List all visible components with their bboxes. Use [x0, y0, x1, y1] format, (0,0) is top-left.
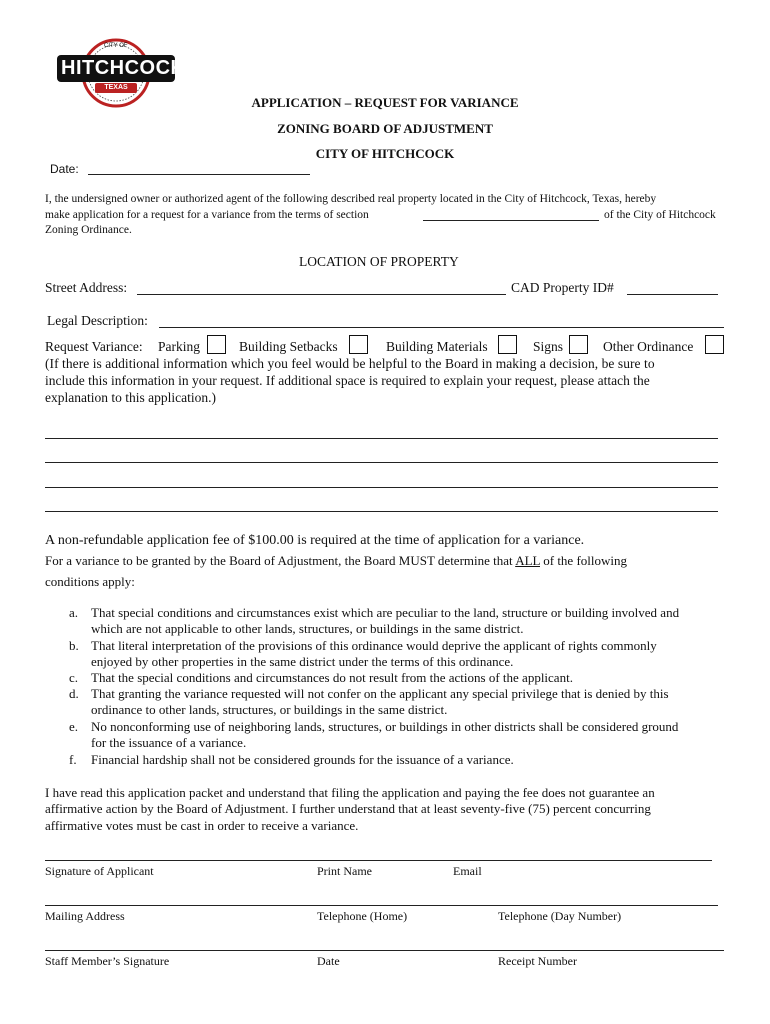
- signature-line-2[interactable]: [45, 905, 718, 906]
- condition-label: e.: [69, 719, 79, 734]
- condition-text: That the special conditions and circumstances do not result from the actions of the applicant.: [91, 670, 573, 685]
- explain-line-1: (If there is additional information which you feel would be helpful to the Board in making a decision, be sure to: [45, 356, 655, 371]
- email-label: Email: [453, 864, 482, 878]
- form-title: APPLICATION – REQUEST FOR VARIANCE: [251, 95, 519, 110]
- condition-label: b.: [69, 638, 79, 653]
- condition-text: enjoyed by other properties in the same district under the terms of this ordinance.: [91, 654, 514, 669]
- mailing-address-label: Mailing Address: [45, 909, 125, 923]
- city-title: CITY OF HITCHCOCK: [315, 146, 455, 161]
- logo-city-name: HITCHCOCK: [61, 57, 186, 79]
- board-title: ZONING BOARD OF ADJUSTMENT: [277, 121, 493, 136]
- explain-line-2: include this information in your request. If additional space is required to explain your request, please attach the: [45, 373, 650, 388]
- intro-line-2b: of the City of Hitchcock: [604, 209, 716, 221]
- building-materials-checkbox[interactable]: [498, 335, 517, 354]
- condition-text: That granting the variance requested will not confer on the applicant any special privilege that is denied by this: [91, 686, 669, 701]
- legal-description-label: Legal Description:: [47, 313, 148, 328]
- logo-top-text: CITY OF: [104, 43, 128, 49]
- condition-label: d.: [69, 686, 79, 701]
- option-materials-label: Building Materials: [386, 339, 488, 354]
- parking-checkbox[interactable]: [207, 335, 226, 354]
- acknowledgement-line-2: affirmative action by the Board of Adjustment. I further understand that at least seventy-five (75) percent concurring: [45, 801, 651, 816]
- explanation-field-line-4[interactable]: [45, 511, 718, 512]
- condition-e: [69, 719, 731, 751]
- intro-line-1: I, the undersigned owner or authorized agent of the following described real property located in the City of Hitchcock, Texas, hereby: [45, 193, 657, 205]
- explain-line-3: explanation to this application.): [45, 390, 216, 405]
- intro-line-2a: make application for a request for a variance from the terms of section: [45, 209, 369, 221]
- date-field[interactable]: [88, 174, 310, 175]
- street-address-field[interactable]: [137, 294, 506, 295]
- conditions-intro-all: ALL: [515, 553, 540, 568]
- signature-line-3[interactable]: [45, 950, 724, 951]
- receipt-number-label: Receipt Number: [498, 954, 577, 968]
- conditions-intro-part2: of the following: [539, 553, 627, 568]
- staff-signature-label: Staff Member’s Signature: [45, 954, 170, 968]
- fee-notice: A non-refundable application fee of $100.00 is required at the time of application for a variance.: [45, 533, 585, 548]
- date-label: Date:: [50, 162, 79, 176]
- building-setbacks-checkbox[interactable]: [349, 335, 368, 354]
- condition-d: [69, 686, 731, 718]
- acknowledgement-line-3: affirmative votes must be cast in order to receive a variance.: [45, 818, 359, 833]
- condition-label: a.: [69, 605, 79, 620]
- location-heading: LOCATION OF PROPERTY: [299, 254, 459, 269]
- street-address-label: Street Address:: [45, 280, 128, 295]
- logo-state: TEXAS: [104, 84, 128, 91]
- condition-text: No nonconforming use of neighboring lands, structures, or buildings in other districts shall be considered ground: [91, 719, 679, 734]
- cad-property-label: CAD Property ID#: [511, 280, 614, 295]
- conditions-intro: [45, 553, 627, 569]
- condition-text: ordinance to other lands, structures, or buildings in the same district.: [91, 702, 448, 717]
- conditions-intro-line2: conditions apply:: [45, 574, 135, 589]
- option-parking-label: Parking: [158, 339, 200, 354]
- signature-line-1[interactable]: [45, 860, 712, 861]
- legal-description-field[interactable]: [159, 327, 724, 328]
- condition-a: [69, 605, 731, 637]
- print-name-label: Print Name: [317, 864, 372, 878]
- request-variance-label: Request Variance:: [45, 339, 143, 354]
- condition-b: [69, 638, 731, 670]
- cad-property-field[interactable]: [627, 294, 718, 295]
- explanation-field-line-3[interactable]: [45, 487, 718, 488]
- condition-text: which are not applicable to other lands, structures, or buildings in the same district.: [91, 621, 524, 636]
- signature-of-applicant-label: Signature of Applicant: [45, 864, 154, 878]
- condition-label: f.: [69, 752, 77, 767]
- explanation-field-line-1[interactable]: [45, 438, 718, 439]
- conditions-intro-part1: For a variance to be granted by the Board of Adjustment, the Board MUST determine that: [45, 553, 516, 568]
- condition-label: c.: [69, 670, 79, 685]
- other-ordinance-checkbox[interactable]: [705, 335, 724, 354]
- signs-checkbox[interactable]: [569, 335, 588, 354]
- telephone-home-label: Telephone (Home): [317, 909, 408, 923]
- condition-text: Financial hardship shall not be considered grounds for the issuance of a variance.: [91, 752, 514, 767]
- intro-line-3: Zoning Ordinance.: [45, 224, 132, 236]
- telephone-day-label: Telephone (Day Number): [498, 909, 622, 923]
- option-other-label: Other Ordinance: [603, 339, 694, 354]
- section-field[interactable]: [423, 220, 599, 221]
- condition-f: [69, 752, 731, 768]
- acknowledgement-line-1: I have read this application packet and understand that filing the application and paying the fee does not guarantee an: [45, 785, 655, 800]
- option-signs-label: Signs: [533, 339, 564, 354]
- condition-text: That literal interpretation of the provisions of this ordinance would deprive the applicant of rights commonly: [91, 638, 657, 653]
- condition-c: [69, 670, 731, 686]
- option-setbacks-label: Building Setbacks: [239, 339, 338, 354]
- date-label-bottom: Date: [317, 954, 340, 968]
- explanation-field-line-2[interactable]: [45, 462, 718, 463]
- condition-text: That special conditions and circumstances exist which are peculiar to the land, structure or building involved and: [91, 605, 680, 620]
- condition-text: for the issuance of a variance.: [91, 735, 247, 750]
